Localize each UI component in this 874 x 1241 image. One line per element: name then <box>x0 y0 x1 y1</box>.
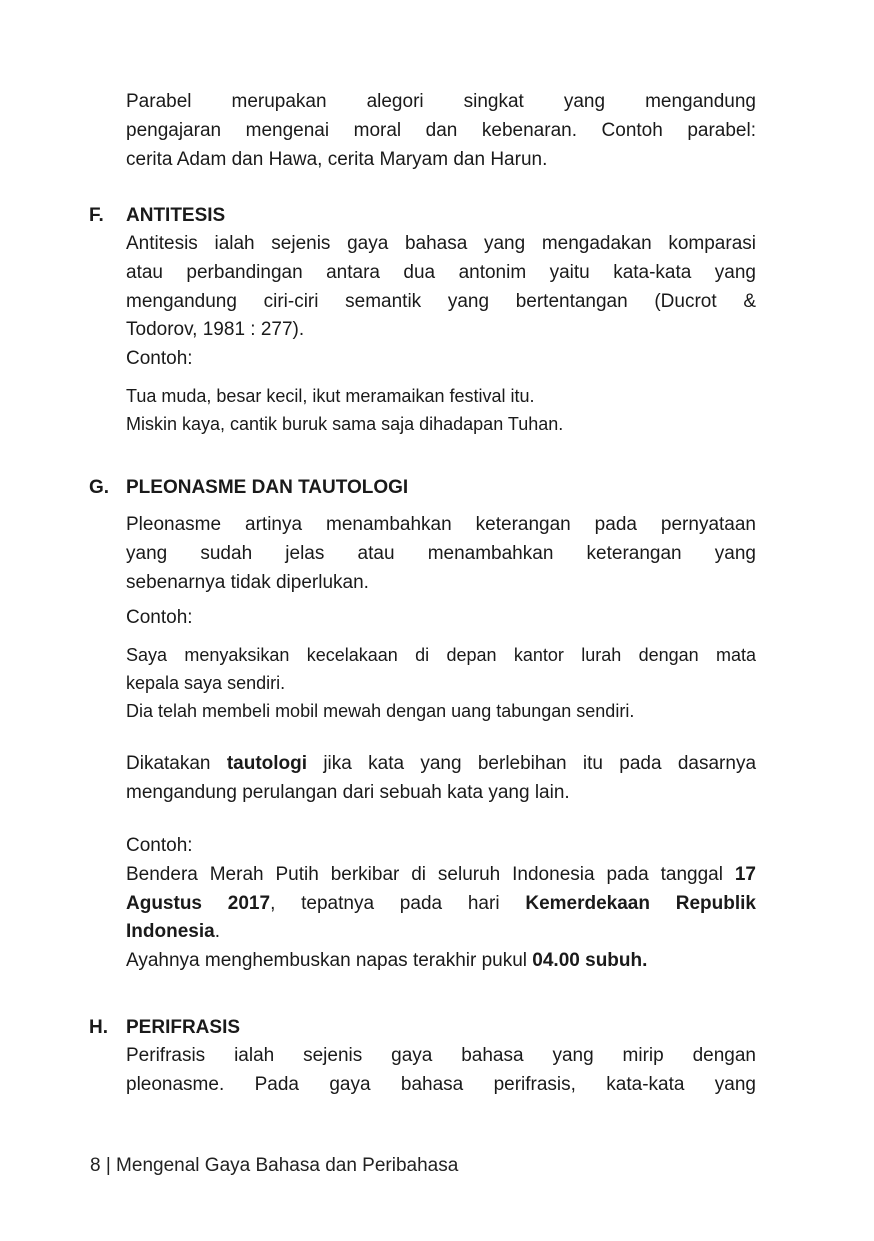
section-f-body <box>126 230 756 374</box>
section-g-example2 <box>126 832 756 976</box>
section-h-letter: H. <box>89 1017 108 1038</box>
paragraph-line: pleonasme. Pada gaya bahasa perifrasis, kata-kata yang <box>126 1073 756 1095</box>
section-g-body <box>126 511 756 597</box>
example-line: Miskin kaya, cantik buruk sama saja dihadapan Tuhan. <box>126 414 564 434</box>
example-line: Saya menyaksikan kecelakaan di depan kantor lurah dengan mata <box>126 645 756 665</box>
paragraph-line: mengandung ciri-ciri semantik yang bertentangan (Ducrot & <box>126 290 756 312</box>
section-g-title: PLEONASME DAN TAUTOLOGI <box>126 477 409 498</box>
example-bold: 17 <box>734 863 756 885</box>
example-text: . <box>214 921 220 943</box>
contoh-label: Contoh: <box>126 835 193 856</box>
paragraph-line: sebenarnya tidak diperlukan. <box>126 571 369 593</box>
section-h-body <box>126 1042 756 1100</box>
paragraph-line <box>126 750 756 779</box>
section-g-examples <box>126 641 756 725</box>
contoh-label: Contoh: <box>126 607 193 628</box>
example-text: Bendera Merah Putih berkibar di seluruh Indonesia pada tanggal <box>126 863 723 885</box>
parabel-paragraph <box>126 88 756 174</box>
paragraph-line: yang sudah jelas atau menambahkan keterangan yang <box>126 542 756 564</box>
paragraph-line: Pleonasme artinya menambahkan keterangan pada pernyataan <box>126 514 756 535</box>
section-f-letter: F. <box>89 205 104 226</box>
section-f-title: ANTITESIS <box>126 205 226 226</box>
example-bold: Agustus 2017 <box>126 892 271 914</box>
paragraph-line: Antitesis ialah sejenis gaya bahasa yang mengadakan komparasi <box>126 233 756 254</box>
example-line <box>126 918 756 947</box>
tautologi-suffix: jika kata yang berlebihan itu pada dasarnya <box>323 753 757 774</box>
section-g-contoh-label <box>126 604 756 633</box>
paragraph-line: Todorov, 1981 : 277). <box>126 319 305 341</box>
paragraph-line: atau perbandingan antara dua antonim yaitu kata-kata yang <box>126 261 756 283</box>
tautologi-paragraph <box>126 750 756 808</box>
example-bold: 04.00 subuh. <box>532 950 648 972</box>
section-g-letter: G. <box>89 477 110 498</box>
example-bold: Kemerdekaan Republik <box>525 892 757 914</box>
paragraph-line: cerita Adam dan Hawa, cerita Maryam dan Harun. <box>126 148 548 170</box>
page-footer: 8 | Mengenal Gaya Bahasa dan Peribahasa <box>90 1155 459 1176</box>
example-text: , tepatnya pada hari <box>270 892 500 914</box>
example-line: Tua muda, besar kecil, ikut meramaikan festival itu. <box>126 386 535 406</box>
example-line <box>126 947 756 976</box>
paragraph-line: Perifrasis ialah sejenis gaya bahasa yang mirip dengan <box>126 1045 756 1066</box>
example-line: Dia telah membeli mobil mewah dengan uang tabungan sendiri. <box>126 701 635 721</box>
paragraph-line: pengajaran mengenai moral dan kebenaran. Contoh parabel: <box>126 119 756 141</box>
tautologi-term: tautologi <box>226 753 308 774</box>
example-text: Ayahnya menghembuskan napas terakhir pukul <box>126 950 528 972</box>
section-f-examples <box>126 382 756 438</box>
example-line <box>126 890 756 919</box>
tautologi-prefix: Dikatakan <box>126 753 211 774</box>
section-h-title: PERIFRASIS <box>126 1017 241 1038</box>
contoh-label: Contoh: <box>126 348 193 370</box>
example-line: kepala saya sendiri. <box>126 673 286 693</box>
example-line <box>126 861 756 890</box>
example-bold: Indonesia <box>126 921 215 943</box>
paragraph-line: mengandung perulangan dari sebuah kata yang lain. <box>126 781 570 803</box>
paragraph-line: Parabel merupakan alegori singkat yang mengandung <box>126 91 756 112</box>
